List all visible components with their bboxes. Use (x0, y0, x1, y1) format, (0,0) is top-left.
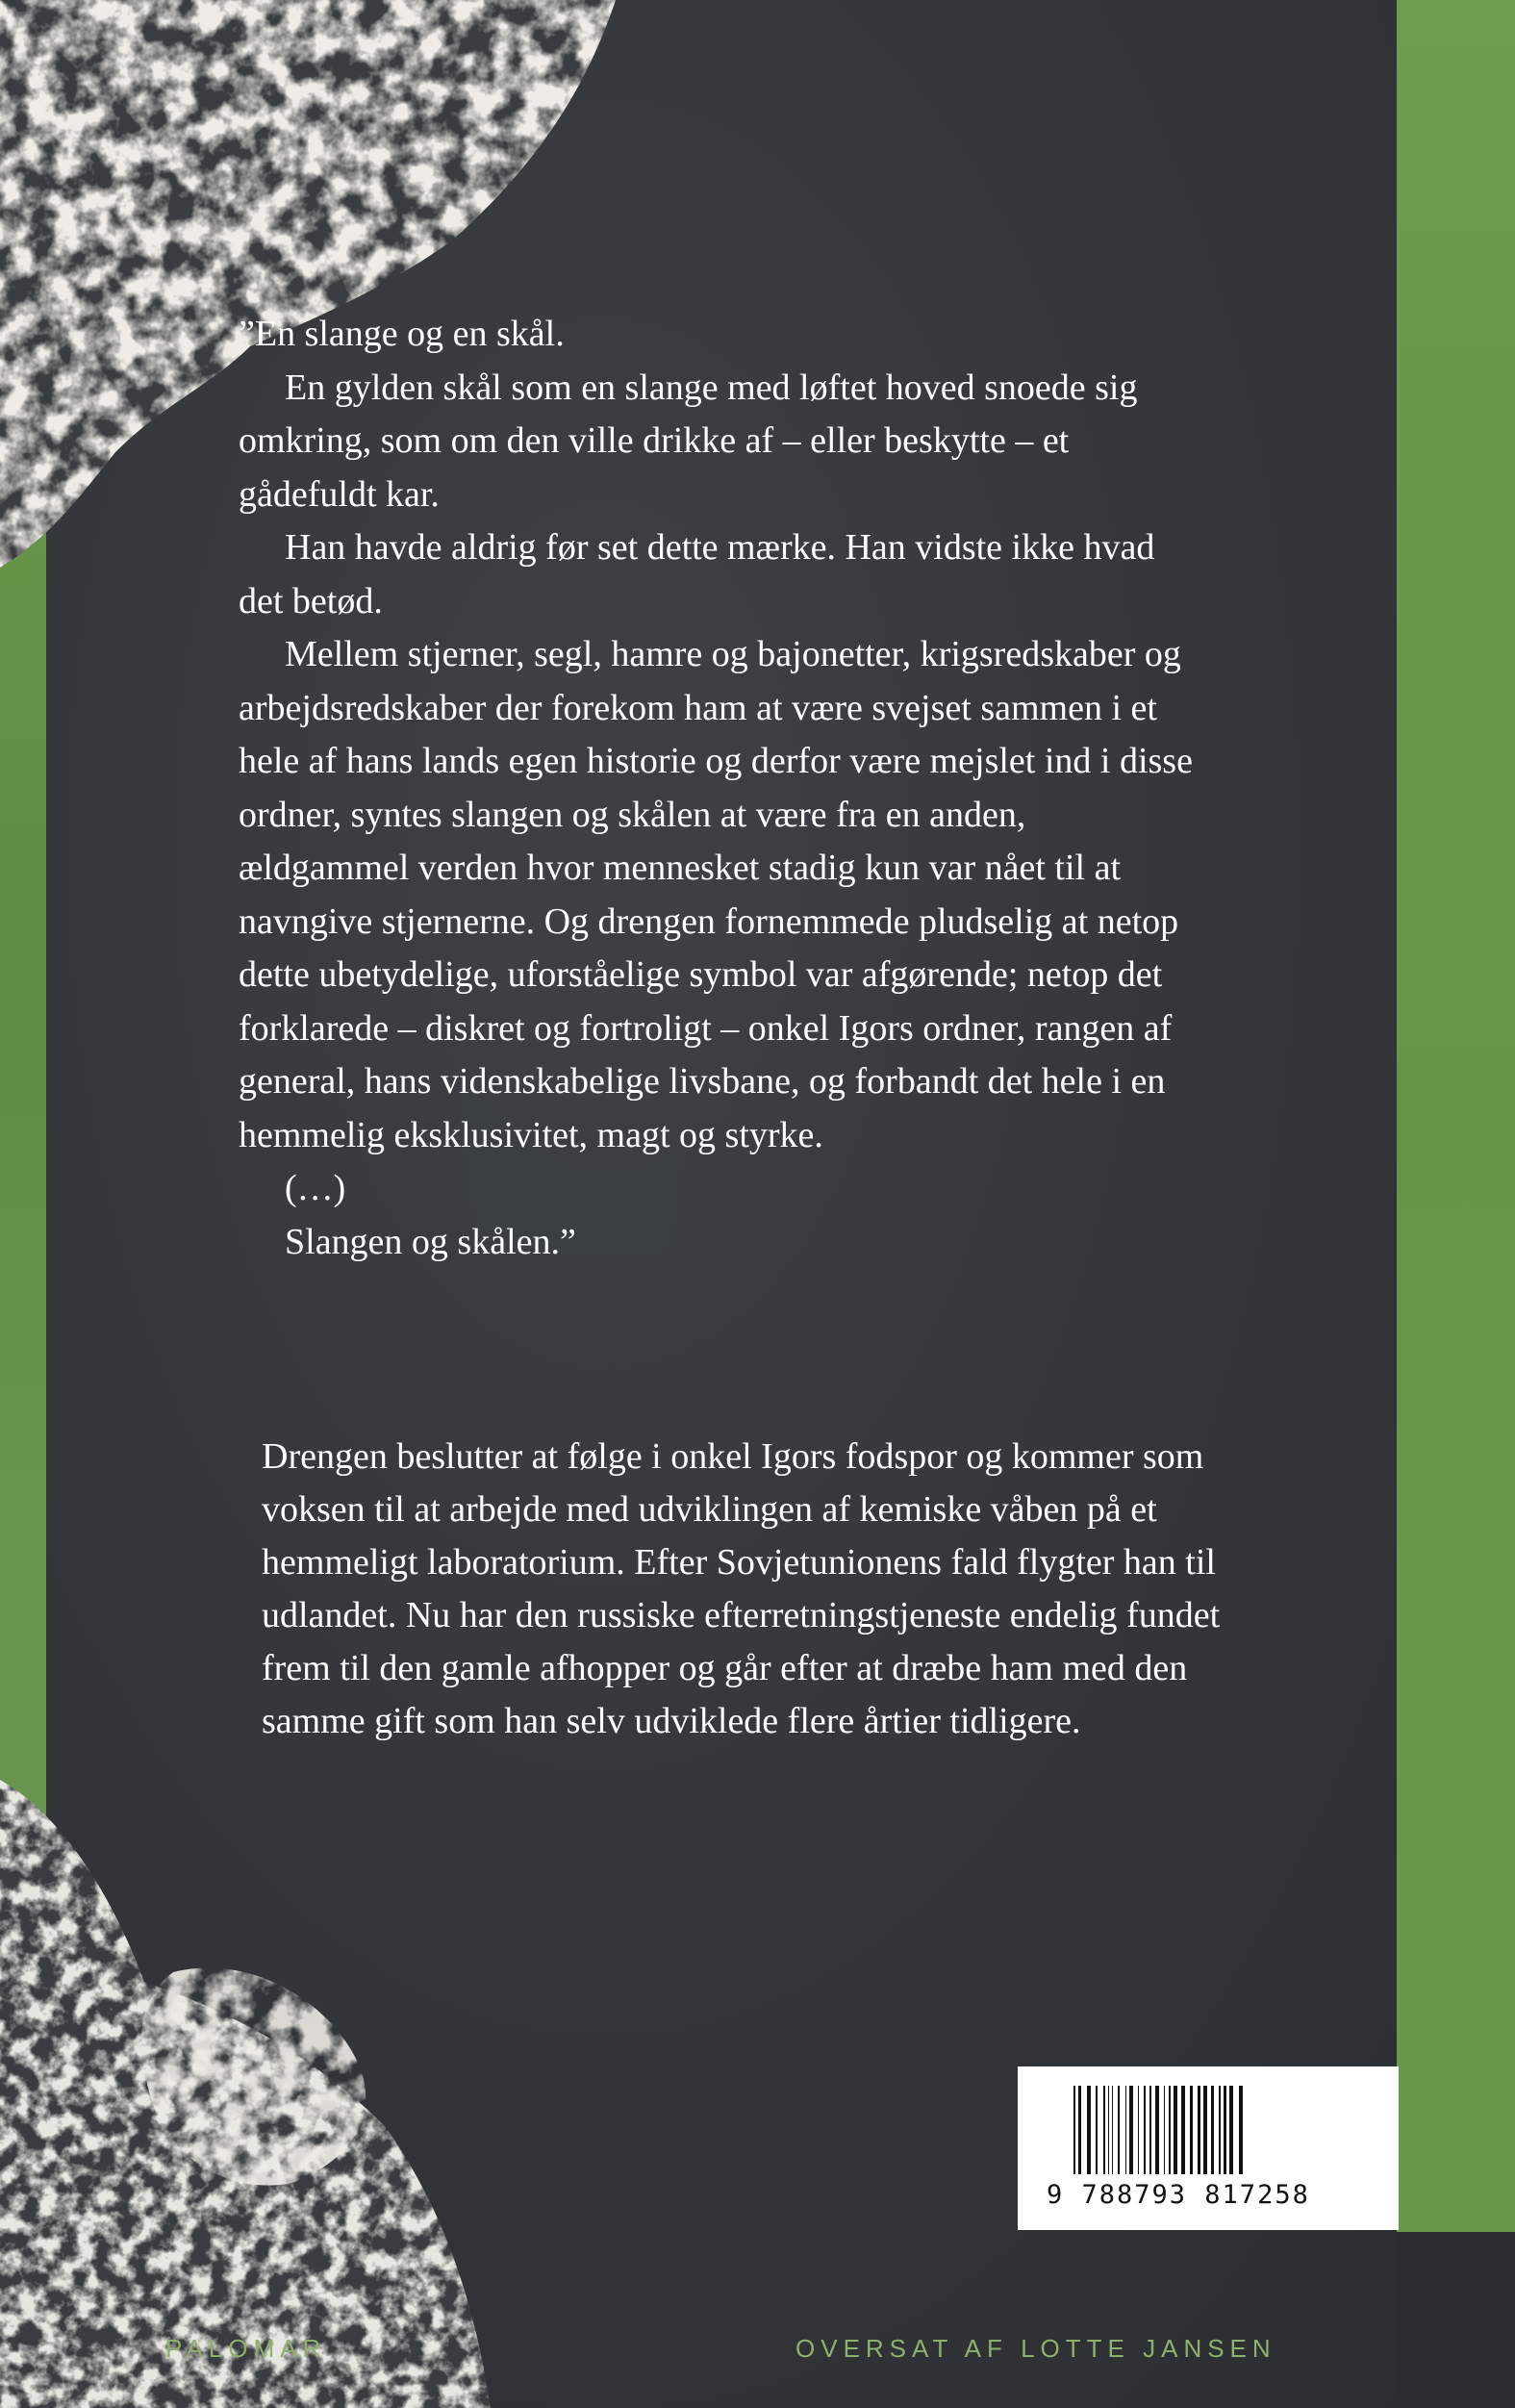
barcode-bar (1112, 2086, 1113, 2174)
quote-paragraph-4: Mellem stjerner, segl, hamre og bajonetter, krigsredskaber og arbejdsredskaber der forekom ham at være svejset sammen i et hele af hans lands egen historie og derfor være mejslet ind i disse ordner, syntes slangen og skålen at være fra en anden, ældgammel verden hvor mennesket stadig kun var nået til at navngive stjernerne. Og drengen fornemmede pludselig at netop dette ubetydelige, uforståelige symbol var afgørende; netop det forklarede – diskret og fortroligt – onkel Igors ordner, rangen af general, hans videnskabelige livsbane, og forbandt det hele i en hemmelig eksklusivitet, magt og styrke. (239, 634, 1193, 1155)
quote-paragraph-3: Han havde aldrig før set dette mærke. Han vidste ikke hvad det betød. (239, 527, 1155, 621)
barcode-bar (1174, 2086, 1177, 2174)
barcode-bar (1239, 2086, 1243, 2174)
quote-paragraph-1: ”En slange og en skål. (239, 314, 565, 354)
barcode-bar (1203, 2086, 1207, 2174)
barcode-bar (1229, 2086, 1233, 2174)
barcode-bar (1211, 2086, 1214, 2174)
book-blurb (262, 1431, 1224, 1748)
barcode-bar (1138, 2086, 1139, 2174)
barcode-bar (1087, 2086, 1091, 2174)
blurb-paragraph: Drengen beslutter at følge i onkel Igors fodspor og kommer som voksen til at arbejde med udviklingen af kemiske våben på et hemmeligt laboratorium. Efter Sovjetunionens fald flygter han til udlandet. Nu har den russiske efterretningstjeneste endelig fundet frem til den gamle afhopper og går efter at dræbe ham med den samme gift som han selv udviklede flere årtier tidligere. (262, 1436, 1221, 1741)
barcode-bar (1169, 2086, 1171, 2174)
quote-closing: Slangen og skålen.” (285, 1221, 576, 1262)
barcode-bar (1164, 2086, 1165, 2174)
barcode-bar (1096, 2086, 1098, 2174)
quote-paragraph-2: En gylden skål som en slange med løftet hoved snoede sig omkring, som om den ville drikke af – eller beskytte – et gådefuldt kar. (239, 367, 1138, 515)
translator-credit: OVERSAT AF LOTTE JANSEN (795, 2334, 1276, 2363)
barcode-bar (1108, 2086, 1109, 2174)
barcode-bar (1219, 2086, 1221, 2174)
barcode-bar (1181, 2086, 1185, 2174)
barcode-bar (1118, 2086, 1120, 2174)
barcode-bar (1078, 2086, 1081, 2174)
barcode-bars (1018, 2066, 1399, 2182)
barcode-bar (1125, 2086, 1126, 2174)
barcode-bar (1144, 2086, 1146, 2174)
publisher-name: PALOMAR (165, 2334, 327, 2363)
barcode-bar (1190, 2086, 1193, 2174)
barcode-bar (1129, 2086, 1133, 2174)
barcode-bar (1073, 2086, 1075, 2174)
excerpt-quote (239, 308, 1200, 1269)
isbn-barcode (1018, 2066, 1399, 2230)
barcode-bar (1103, 2086, 1105, 2174)
barcode-bar (1198, 2086, 1200, 2174)
isbn-number: 9 788793 817258 (1047, 2180, 1310, 2210)
quote-ellipsis: (…) (285, 1168, 346, 1208)
barcode-bar (1155, 2086, 1159, 2174)
barcode-bar (1224, 2086, 1226, 2174)
barcode-bar (1149, 2086, 1151, 2174)
